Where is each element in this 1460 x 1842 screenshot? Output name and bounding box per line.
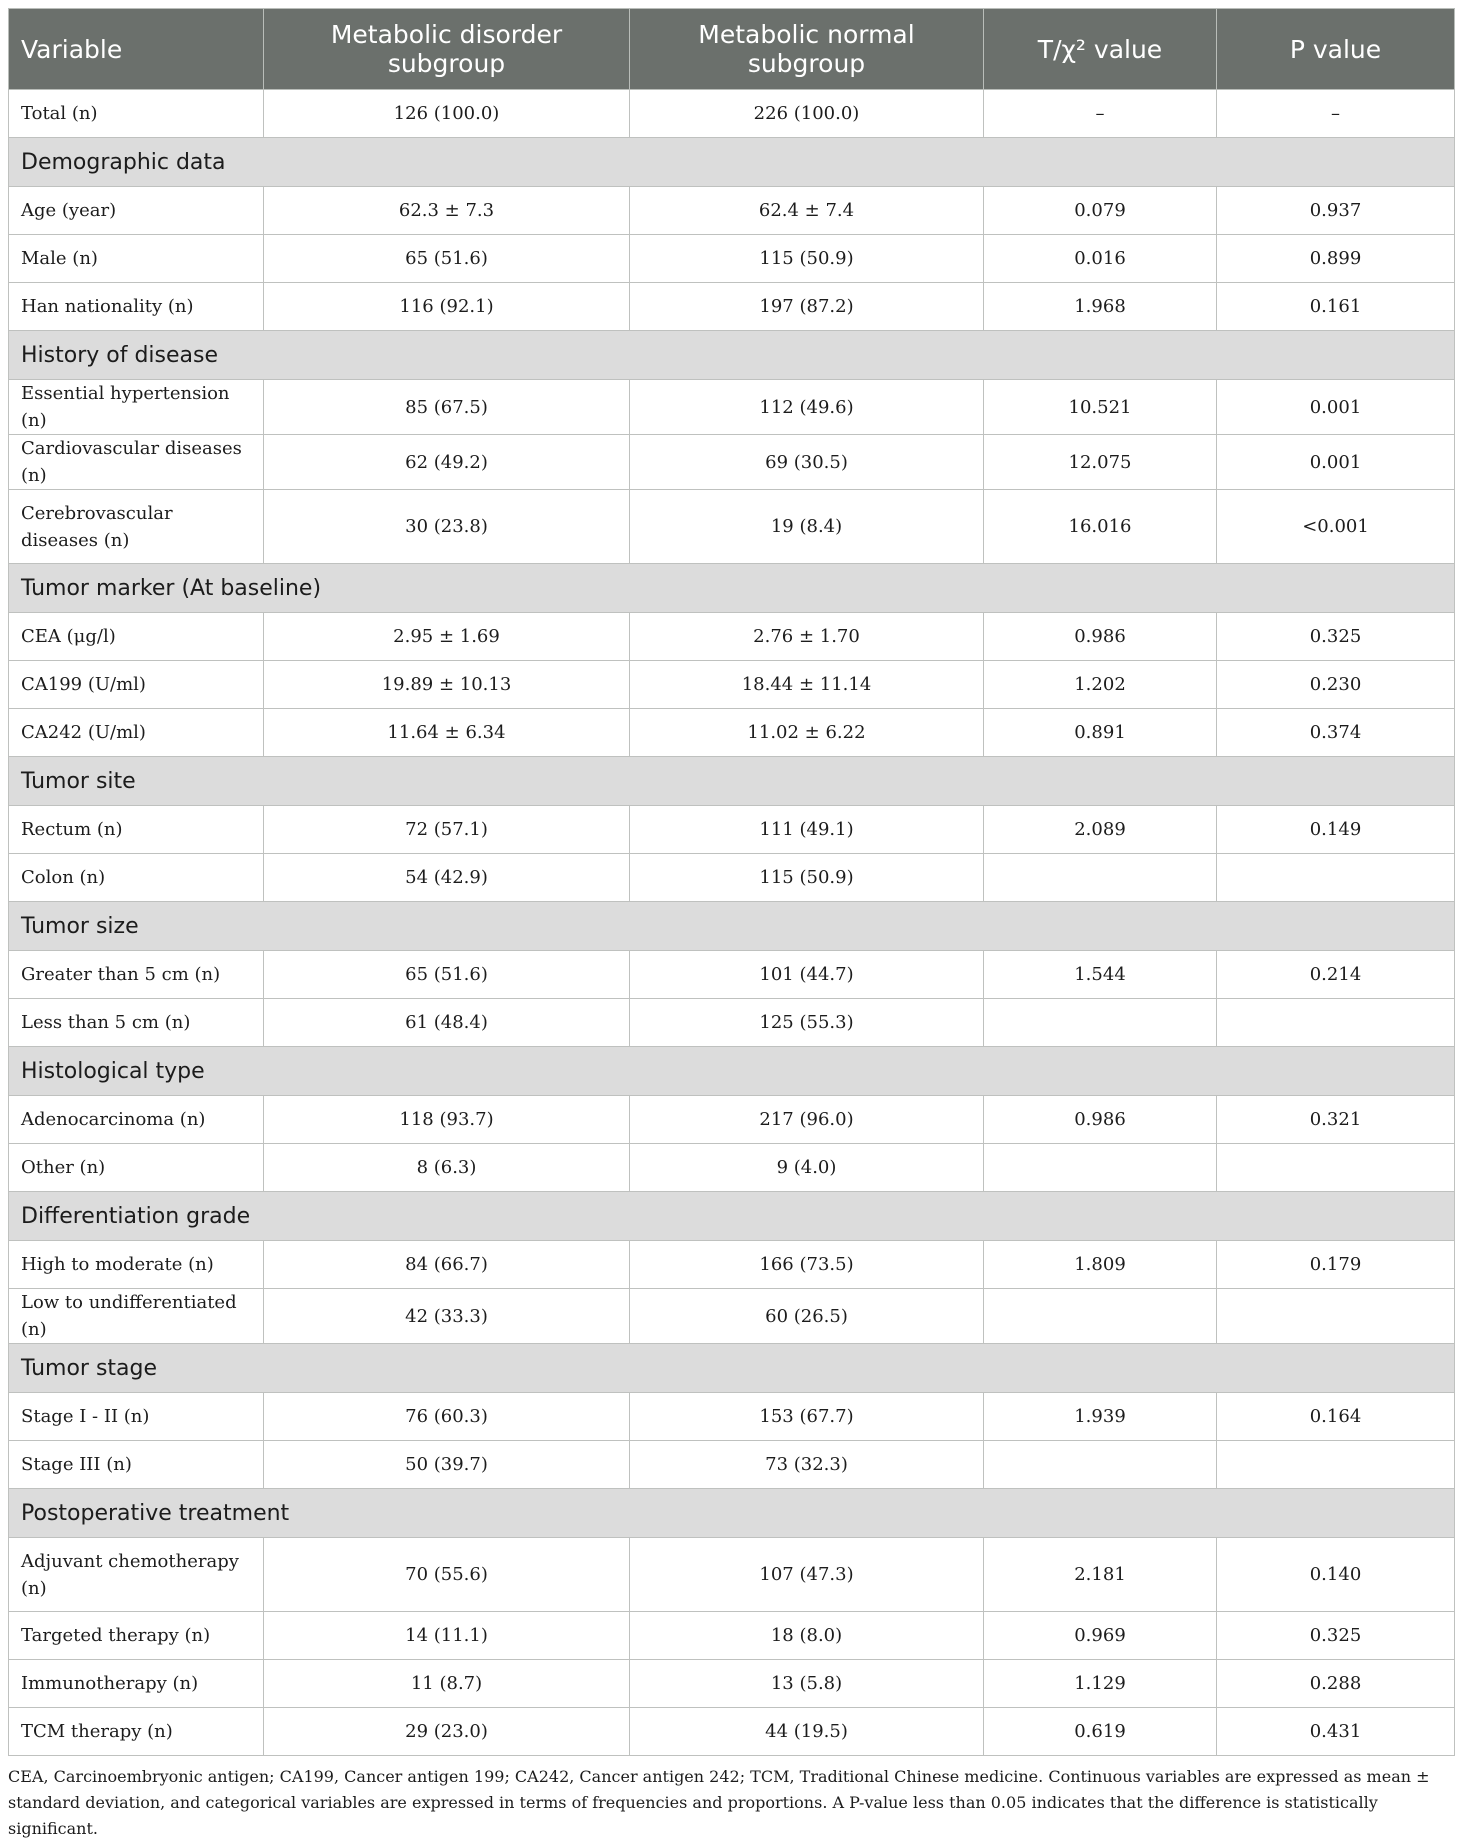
disorder-value-cell: 70 (55.6) [264, 1538, 630, 1612]
statistic-cell: 0.619 [984, 1708, 1217, 1756]
section-header-row [9, 1489, 1455, 1538]
disorder-value-cell: 42 (33.3) [264, 1289, 630, 1344]
normal-value-cell: 18.44 ± 11.14 [630, 661, 984, 709]
header-variable: Variable [9, 9, 264, 90]
table-row [9, 661, 1455, 709]
p-value-cell: 0.001 [1217, 380, 1455, 435]
variable-cell: CA199 (U/ml) [9, 661, 264, 709]
table-row [9, 1096, 1455, 1144]
statistic-cell: 1.129 [984, 1660, 1217, 1708]
variable-cell: TCM therapy (n) [9, 1708, 264, 1756]
table-row [9, 435, 1455, 490]
section-title: Demographic data [9, 138, 1455, 187]
disorder-value-cell: 11 (8.7) [264, 1660, 630, 1708]
disorder-value-cell: 62 (49.2) [264, 435, 630, 490]
statistic-cell: 0.891 [984, 709, 1217, 757]
table-header [9, 9, 1455, 90]
p-value-cell: <0.001 [1217, 490, 1455, 564]
p-value-cell: 0.288 [1217, 1660, 1455, 1708]
header-metabolic-normal: Metabolic normal subgroup [630, 9, 984, 90]
table-row [9, 1612, 1455, 1660]
normal-value-cell: 101 (44.7) [630, 951, 984, 999]
variable-cell: Cerebrovascular diseases (n) [9, 490, 264, 564]
disorder-value-cell: 116 (92.1) [264, 283, 630, 331]
disorder-value-cell: 118 (93.7) [264, 1096, 630, 1144]
disorder-value-cell: 65 (51.6) [264, 951, 630, 999]
p-value-cell: 0.374 [1217, 709, 1455, 757]
section-header-row [9, 1192, 1455, 1241]
section-title: Tumor stage [9, 1344, 1455, 1393]
disorder-value-cell: 62.3 ± 7.3 [264, 187, 630, 235]
statistic-cell: 10.521 [984, 380, 1217, 435]
statistic-cell: 16.016 [984, 490, 1217, 564]
table-row [9, 490, 1455, 564]
section-title: Tumor size [9, 902, 1455, 951]
disorder-value-cell: 126 (100.0) [264, 90, 630, 138]
normal-value-cell: 166 (73.5) [630, 1241, 984, 1289]
disorder-value-cell: 8 (6.3) [264, 1144, 630, 1192]
normal-value-cell: 115 (50.9) [630, 235, 984, 283]
variable-cell: CA242 (U/ml) [9, 709, 264, 757]
p-value-cell: 0.161 [1217, 283, 1455, 331]
table-row [9, 1660, 1455, 1708]
variable-cell: Colon (n) [9, 854, 264, 902]
section-title: History of disease [9, 331, 1455, 380]
variable-cell: Essential hypertension (n) [9, 380, 264, 435]
header-metabolic-disorder: Metabolic disorder subgroup [264, 9, 630, 90]
section-header-row [9, 138, 1455, 187]
p-value-cell: 0.164 [1217, 1393, 1455, 1441]
section-header-row [9, 331, 1455, 380]
table-row [9, 1393, 1455, 1441]
table-row [9, 1708, 1455, 1756]
disorder-value-cell: 50 (39.7) [264, 1441, 630, 1489]
section-header-row [9, 757, 1455, 806]
normal-value-cell: 44 (19.5) [630, 1708, 984, 1756]
disorder-value-cell: 61 (48.4) [264, 999, 630, 1047]
statistic-cell: 0.079 [984, 187, 1217, 235]
disorder-value-cell: 65 (51.6) [264, 235, 630, 283]
statistic-cell [984, 1441, 1217, 1489]
variable-cell: Stage III (n) [9, 1441, 264, 1489]
normal-value-cell: 112 (49.6) [630, 380, 984, 435]
table-row [9, 951, 1455, 999]
normal-value-cell: 125 (55.3) [630, 999, 984, 1047]
section-header-row [9, 1047, 1455, 1096]
variable-cell: Low to undifferentiated (n) [9, 1289, 264, 1344]
variable-cell: Greater than 5 cm (n) [9, 951, 264, 999]
p-value-cell: – [1217, 90, 1455, 138]
disorder-value-cell: 11.64 ± 6.34 [264, 709, 630, 757]
table-row [9, 854, 1455, 902]
header-test-statistic: T/χ² value [984, 9, 1217, 90]
normal-value-cell: 226 (100.0) [630, 90, 984, 138]
section-header-row [9, 564, 1455, 613]
table-row [9, 90, 1455, 138]
variable-cell: Han nationality (n) [9, 283, 264, 331]
table-footnote: CEA, Carcinoembryonic antigen; CA199, Cancer antigen 199; CA242, Cancer antigen 242; TCM, Traditional Chinese medicine. Continuous variables are expressed as mean ± standard deviation, and categorical variables are expressed in terms of frequencies and proportions. A P-value less than 0.05 indicates that the difference is statistically significant. [8, 1767, 1430, 1838]
statistic-cell [984, 999, 1217, 1047]
normal-value-cell: 19 (8.4) [630, 490, 984, 564]
variable-cell: Age (year) [9, 187, 264, 235]
statistic-cell: 12.075 [984, 435, 1217, 490]
variable-cell: Stage I - II (n) [9, 1393, 264, 1441]
statistic-cell [984, 1289, 1217, 1344]
disorder-value-cell: 76 (60.3) [264, 1393, 630, 1441]
variable-cell: High to moderate (n) [9, 1241, 264, 1289]
normal-value-cell: 9 (4.0) [630, 1144, 984, 1192]
variable-cell: Cardiovascular diseases (n) [9, 435, 264, 490]
variable-cell: Less than 5 cm (n) [9, 999, 264, 1047]
variable-cell: Immunotherapy (n) [9, 1660, 264, 1708]
normal-value-cell: 2.76 ± 1.70 [630, 613, 984, 661]
disorder-value-cell: 54 (42.9) [264, 854, 630, 902]
table-row [9, 283, 1455, 331]
section-header-row [9, 1344, 1455, 1393]
statistic-cell: 1.939 [984, 1393, 1217, 1441]
p-value-cell [1217, 1441, 1455, 1489]
statistic-cell: 2.181 [984, 1538, 1217, 1612]
p-value-cell [1217, 1289, 1455, 1344]
header-p-value: P value [1217, 9, 1455, 90]
disorder-value-cell: 2.95 ± 1.69 [264, 613, 630, 661]
disorder-value-cell: 14 (11.1) [264, 1612, 630, 1660]
variable-cell: Adjuvant chemotherapy (n) [9, 1538, 264, 1612]
p-value-cell: 0.937 [1217, 187, 1455, 235]
statistic-cell: 1.202 [984, 661, 1217, 709]
p-value-cell [1217, 854, 1455, 902]
p-value-cell: 0.899 [1217, 235, 1455, 283]
statistic-cell [984, 854, 1217, 902]
p-value-cell: 0.431 [1217, 1708, 1455, 1756]
header-row [9, 9, 1455, 90]
section-title: Postoperative treatment [9, 1489, 1455, 1538]
normal-value-cell: 73 (32.3) [630, 1441, 984, 1489]
statistic-cell: 1.544 [984, 951, 1217, 999]
p-value-cell: 0.325 [1217, 1612, 1455, 1660]
normal-value-cell: 115 (50.9) [630, 854, 984, 902]
table-row [9, 999, 1455, 1047]
normal-value-cell: 11.02 ± 6.22 [630, 709, 984, 757]
table-row [9, 709, 1455, 757]
table-body [9, 90, 1455, 1756]
disorder-value-cell: 19.89 ± 10.13 [264, 661, 630, 709]
table-document [8, 8, 1454, 1842]
variable-cell: Rectum (n) [9, 806, 264, 854]
variable-cell: Targeted therapy (n) [9, 1612, 264, 1660]
statistic-cell: 1.968 [984, 283, 1217, 331]
p-value-cell: 0.321 [1217, 1096, 1455, 1144]
p-value-cell: 0.001 [1217, 435, 1455, 490]
normal-value-cell: 62.4 ± 7.4 [630, 187, 984, 235]
section-title: Tumor marker (At baseline) [9, 564, 1455, 613]
normal-value-cell: 18 (8.0) [630, 1612, 984, 1660]
variable-cell: Total (n) [9, 90, 264, 138]
normal-value-cell: 111 (49.1) [630, 806, 984, 854]
statistic-cell: 2.089 [984, 806, 1217, 854]
normal-value-cell: 197 (87.2) [630, 283, 984, 331]
statistic-cell [984, 1144, 1217, 1192]
p-value-cell [1217, 1144, 1455, 1192]
variable-cell: Other (n) [9, 1144, 264, 1192]
disorder-value-cell: 84 (66.7) [264, 1241, 630, 1289]
table-row [9, 613, 1455, 661]
normal-value-cell: 60 (26.5) [630, 1289, 984, 1344]
table-row [9, 1289, 1455, 1344]
disorder-value-cell: 72 (57.1) [264, 806, 630, 854]
disorder-value-cell: 85 (67.5) [264, 380, 630, 435]
table-row [9, 1144, 1455, 1192]
normal-value-cell: 69 (30.5) [630, 435, 984, 490]
normal-value-cell: 153 (67.7) [630, 1393, 984, 1441]
p-value-cell: 0.179 [1217, 1241, 1455, 1289]
statistic-cell: 0.986 [984, 613, 1217, 661]
section-title: Tumor site [9, 757, 1455, 806]
table-row [9, 806, 1455, 854]
normal-value-cell: 13 (5.8) [630, 1660, 984, 1708]
statistic-cell: 0.986 [984, 1096, 1217, 1144]
p-value-cell: 0.149 [1217, 806, 1455, 854]
p-value-cell: 0.214 [1217, 951, 1455, 999]
section-header-row [9, 902, 1455, 951]
statistic-cell: – [984, 90, 1217, 138]
p-value-cell [1217, 999, 1455, 1047]
table-row [9, 1241, 1455, 1289]
p-value-cell: 0.230 [1217, 661, 1455, 709]
statistic-cell: 0.016 [984, 235, 1217, 283]
statistic-cell: 1.809 [984, 1241, 1217, 1289]
variable-cell: CEA (μg/l) [9, 613, 264, 661]
p-value-cell: 0.140 [1217, 1538, 1455, 1612]
table-row [9, 380, 1455, 435]
normal-value-cell: 107 (47.3) [630, 1538, 984, 1612]
table-row [9, 1538, 1455, 1612]
section-title: Histological type [9, 1047, 1455, 1096]
variable-cell: Male (n) [9, 235, 264, 283]
statistic-cell: 0.969 [984, 1612, 1217, 1660]
disorder-value-cell: 29 (23.0) [264, 1708, 630, 1756]
section-title: Differentiation grade [9, 1192, 1455, 1241]
table-row [9, 235, 1455, 283]
normal-value-cell: 217 (96.0) [630, 1096, 984, 1144]
disorder-value-cell: 30 (23.8) [264, 490, 630, 564]
table-row [9, 1441, 1455, 1489]
baseline-characteristics-table [8, 8, 1455, 1756]
variable-cell: Adenocarcinoma (n) [9, 1096, 264, 1144]
table-row [9, 187, 1455, 235]
p-value-cell: 0.325 [1217, 613, 1455, 661]
